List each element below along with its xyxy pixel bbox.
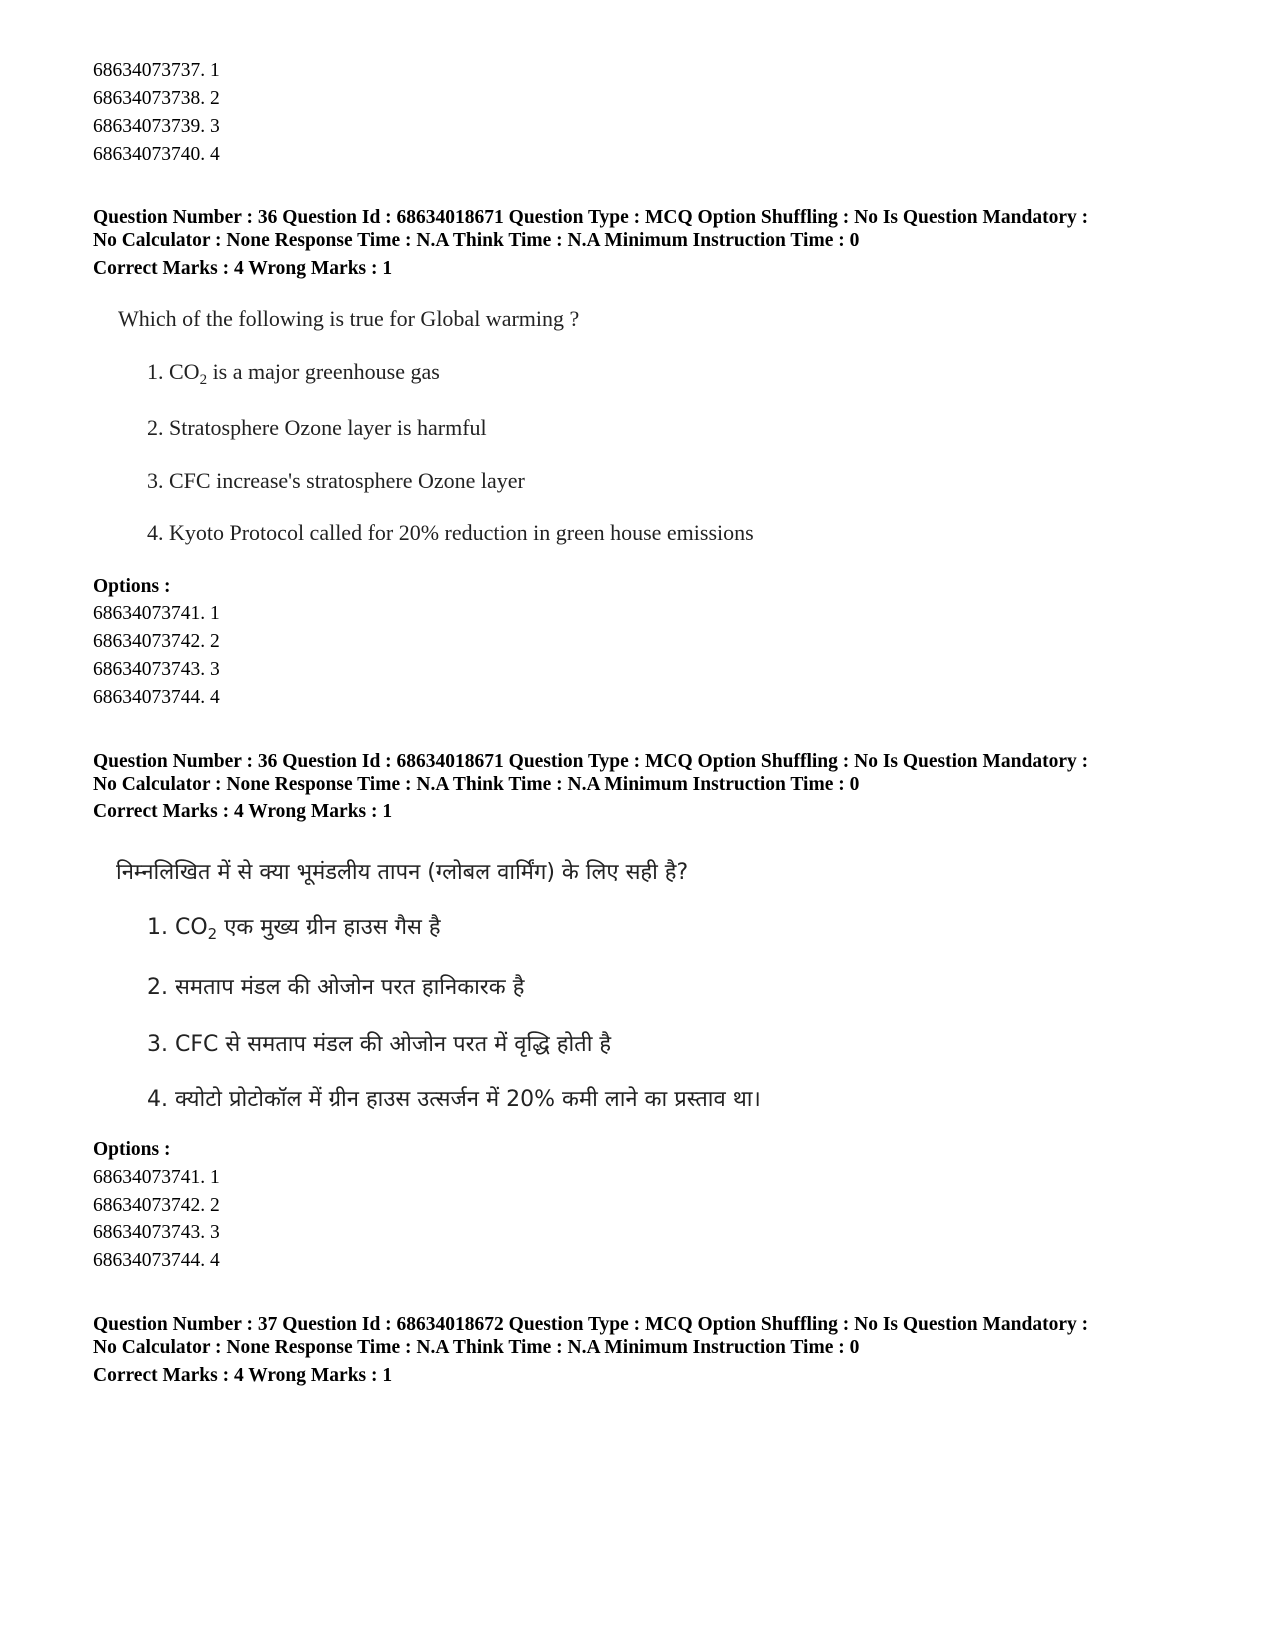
- question-meta-line: No Calculator : None Response Time : N.A Think Time : N.A Minimum Instruction Time : 0: [93, 1337, 860, 1358]
- question-meta-line: Question Number : 36 Question Id : 68634018671 Question Type : MCQ Option Shuffling : No Is Question Mandatory :: [93, 207, 1089, 228]
- statement-rest: एक मुख्य ग्रीन हाउस गैस है: [217, 915, 441, 940]
- subscript: 2: [207, 925, 218, 943]
- option-line: 68634073737. 1: [93, 60, 220, 81]
- statement-prefix: 1. CO: [147, 359, 200, 384]
- subscript: 2: [199, 372, 208, 388]
- question-text: Which of the following is true for Global warming ?: [118, 306, 580, 331]
- option-line: 68634073743. 3: [93, 1222, 220, 1243]
- option-line: 68634073738. 2: [93, 88, 220, 109]
- question-meta-line: No Calculator : None Response Time : N.A Think Time : N.A Minimum Instruction Time : 0: [93, 774, 860, 795]
- question-statement-3: 3. CFC increase's stratosphere Ozone layer: [147, 468, 525, 493]
- question-statement-4: 4. क्योटो प्रोटोकॉल में ग्रीन हाउस उत्सर्जन में 20% कमी लाने का प्रस्ताव था।: [147, 1087, 761, 1112]
- statement-prefix: 1. CO: [147, 915, 208, 940]
- option-line: 68634073741. 1: [93, 1167, 220, 1188]
- option-line: 68634073744. 4: [93, 1250, 220, 1271]
- question-meta-line: Question Number : 37 Question Id : 68634018672 Question Type : MCQ Option Shuffling : No Is Question Mandatory :: [93, 1314, 1089, 1335]
- question-statement-3: 3. CFC से समताप मंडल की ओजोन परत में वृद्धि होती है: [147, 1032, 612, 1057]
- option-line: 68634073741. 1: [93, 603, 220, 624]
- marks-line: Correct Marks : 4 Wrong Marks : 1: [93, 258, 393, 279]
- option-line: 68634073740. 4: [93, 144, 220, 165]
- options-label: Options :: [93, 576, 171, 597]
- statement-rest: is a major greenhouse gas: [207, 359, 440, 384]
- options-label: Options :: [93, 1139, 171, 1160]
- marks-line: Correct Marks : 4 Wrong Marks : 1: [93, 1365, 393, 1386]
- question-statement-1: [147, 911, 441, 941]
- option-line: 68634073742. 2: [93, 631, 220, 652]
- option-line: 68634073743. 3: [93, 659, 220, 680]
- question-text: निम्नलिखित में से क्या भूमंडलीय तापन (ग्लोबल वार्मिंग) के लिए सही है?: [116, 860, 689, 885]
- question-statement-2: 2. समताप मंडल की ओजोन परत हानिकारक है: [147, 975, 525, 1000]
- question-statement-1: [147, 359, 440, 388]
- option-line: 68634073742. 2: [93, 1195, 220, 1216]
- question-meta-line: Question Number : 36 Question Id : 68634018671 Question Type : MCQ Option Shuffling : No Is Question Mandatory :: [93, 751, 1089, 772]
- marks-line: Correct Marks : 4 Wrong Marks : 1: [93, 801, 393, 822]
- question-statement-2: 2. Stratosphere Ozone layer is harmful: [147, 415, 487, 440]
- option-line: 68634073739. 3: [93, 116, 220, 137]
- question-statement-4: 4. Kyoto Protocol called for 20% reduction in green house emissions: [147, 520, 754, 545]
- question-meta-line: No Calculator : None Response Time : N.A Think Time : N.A Minimum Instruction Time : 0: [93, 230, 860, 251]
- option-line: 68634073744. 4: [93, 687, 220, 708]
